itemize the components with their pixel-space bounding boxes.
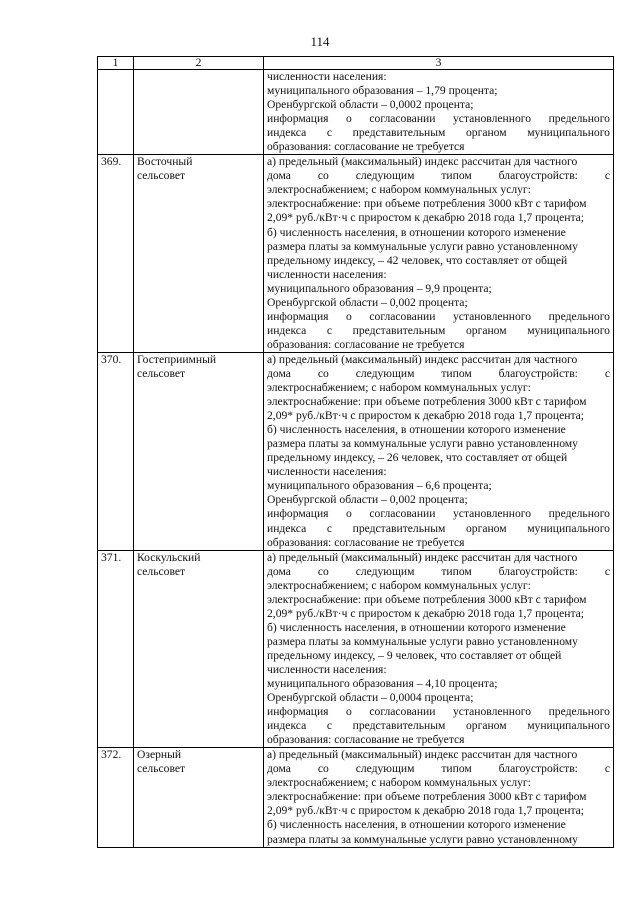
description-line: дома со следующим типом благоустройств: с xyxy=(267,762,610,776)
description-line: 2,09* руб./кВт·ч с приростом к декабрю 2018 года 1,7 процента; xyxy=(267,211,585,225)
description-line: электроснабжение: при объеме потребления 3000 кВт с тарифом xyxy=(267,197,587,211)
description-line: образования: согласование не требуется xyxy=(267,733,465,747)
continuation-line: образования: согласование не требуется xyxy=(267,140,465,154)
continuation-line: индекса с представительным органом муниципального xyxy=(267,126,610,140)
description-line: электроснабжением; с набором коммунальных услуг: xyxy=(267,776,531,790)
continuation-line: численности населения: xyxy=(267,70,387,83)
municipality-name xyxy=(134,352,264,550)
description-line: электроснабжение: при объеме потребления 3000 кВт с тарифом xyxy=(267,592,587,606)
municipality-name-line: сельсовет xyxy=(137,762,186,776)
description-line: индекса с представительным органом муниципального xyxy=(267,521,610,535)
municipality-name-line: сельсовет xyxy=(137,564,186,578)
row-number: 369. xyxy=(98,155,134,353)
municipality-name xyxy=(134,155,264,353)
continuation-line: Оренбургской области – 0,0002 процента; xyxy=(267,98,474,112)
continuation-row xyxy=(98,70,614,155)
description-line: предельному индексу, – 9 человек, что составляет от общей xyxy=(267,648,562,662)
description-line: электроснабжением; с набором коммунальных услуг: xyxy=(267,183,531,197)
table-row xyxy=(98,748,614,847)
municipality-name-line: сельсовет xyxy=(137,169,186,183)
description-line: образования: согласование не требуется xyxy=(267,535,465,549)
municipality-name-line: Восточный xyxy=(137,155,193,169)
description-line: а) предельный (максимальный) индекс рассчитан для частного xyxy=(267,352,578,366)
index-description xyxy=(264,155,614,353)
description-line: дома со следующим типом благоустройств: с xyxy=(267,564,610,578)
description-line: численности населения: xyxy=(267,662,387,676)
description-line: численности населения: xyxy=(267,465,387,479)
description-line: а) предельный (максимальный) индекс рассчитан для частного xyxy=(267,155,578,169)
row-number: 372. xyxy=(98,748,134,847)
data-table xyxy=(97,56,614,848)
page-number: 114 xyxy=(310,34,330,49)
description-line: муниципального образования – 6,6 процента; xyxy=(267,479,492,493)
description-line: электроснабжение: при объеме потребления 3000 кВт с тарифом xyxy=(267,790,587,804)
description-line: предельному индексу, – 42 человек, что составляет от общей xyxy=(267,253,568,267)
table-header-row xyxy=(98,57,614,70)
description-line: образования: согласование не требуется xyxy=(267,337,465,351)
description-line: информация о согласовании установленного предельного xyxy=(267,705,610,719)
row-number: 371. xyxy=(98,550,134,748)
row-number: 370. xyxy=(98,352,134,550)
description-line: дома со следующим типом благоустройств: с xyxy=(267,366,610,380)
description-line: размера платы за коммунальные услуги равно установленному xyxy=(267,832,578,846)
description-line: индекса с представительным органом муниципального xyxy=(267,719,610,733)
description-line: информация о согласовании установленного предельного xyxy=(267,507,610,521)
description-line: муниципального образования – 9,9 процента; xyxy=(267,281,492,295)
index-description xyxy=(264,550,614,748)
description-line: б) численность населения, в отношении которого изменение xyxy=(267,225,566,239)
continuation-line: информация о согласовании установленного предельного xyxy=(267,112,610,126)
description-line: а) предельный (максимальный) индекс рассчитан для частного xyxy=(267,550,578,564)
description-line: 2,09* руб./кВт·ч с приростом к декабрю 2018 года 1,7 процента; xyxy=(267,606,585,620)
description-line: Оренбургской области – 0,002 процента; xyxy=(267,295,468,309)
description-line: б) численность населения, в отношении которого изменение xyxy=(267,423,566,437)
description-line: численности населения: xyxy=(267,267,387,281)
description-line: электроснабжением; с набором коммунальных услуг: xyxy=(267,578,531,592)
header-col-3: 3 xyxy=(264,57,614,70)
municipality-name xyxy=(134,748,264,847)
continuation-name-cell xyxy=(134,70,264,155)
description-line: размера платы за коммунальные услуги равно установленному xyxy=(267,437,578,451)
table-row xyxy=(98,352,614,550)
table-row xyxy=(98,550,614,748)
index-description xyxy=(264,352,614,550)
header-col-2: 2 xyxy=(134,57,264,70)
municipality-name-line: сельсовет xyxy=(137,366,186,380)
municipality-name-line: Гостеприимный xyxy=(137,352,217,366)
municipality-name-line: Озерный xyxy=(137,748,182,762)
description-line: 2,09* руб./кВт·ч с приростом к декабрю 2018 года 1,7 процента; xyxy=(267,409,585,423)
description-line: муниципального образования – 4,10 процента; xyxy=(267,677,498,691)
description-line: индекса с представительным органом муниципального xyxy=(267,323,610,337)
continuation-number-cell xyxy=(98,70,134,155)
continuation-line: муниципального образования – 1,79 процента; xyxy=(267,84,498,98)
description-line: Оренбургской области – 0,0004 процента; xyxy=(267,691,474,705)
description-line: электроснабжением; с набором коммунальных услуг: xyxy=(267,381,531,395)
description-line: б) численность населения, в отношении которого изменение xyxy=(267,818,566,832)
description-line: размера платы за коммунальные услуги равно установленному xyxy=(267,239,578,253)
description-line: Оренбургской области – 0,002 процента; xyxy=(267,493,468,507)
description-line: размера платы за коммунальные услуги равно установленному xyxy=(267,634,578,648)
description-line: информация о согласовании установленного предельного xyxy=(267,309,610,323)
table-row xyxy=(98,155,614,353)
index-description xyxy=(264,748,614,847)
continuation-text-cell xyxy=(264,70,614,155)
description-line: а) предельный (максимальный) индекс рассчитан для частного xyxy=(267,748,578,762)
description-line: предельному индексу, – 26 человек, что составляет от общей xyxy=(267,451,568,465)
description-line: электроснабжение: при объеме потребления 3000 кВт с тарифом xyxy=(267,395,587,409)
municipality-name xyxy=(134,550,264,748)
municipality-name-line: Коскульский xyxy=(137,550,201,564)
description-line: 2,09* руб./кВт·ч с приростом к декабрю 2018 года 1,7 процента; xyxy=(267,804,585,818)
description-line: б) численность населения, в отношении которого изменение xyxy=(267,620,566,634)
header-col-1: 1 xyxy=(98,57,134,70)
description-line: дома со следующим типом благоустройств: с xyxy=(267,169,610,183)
